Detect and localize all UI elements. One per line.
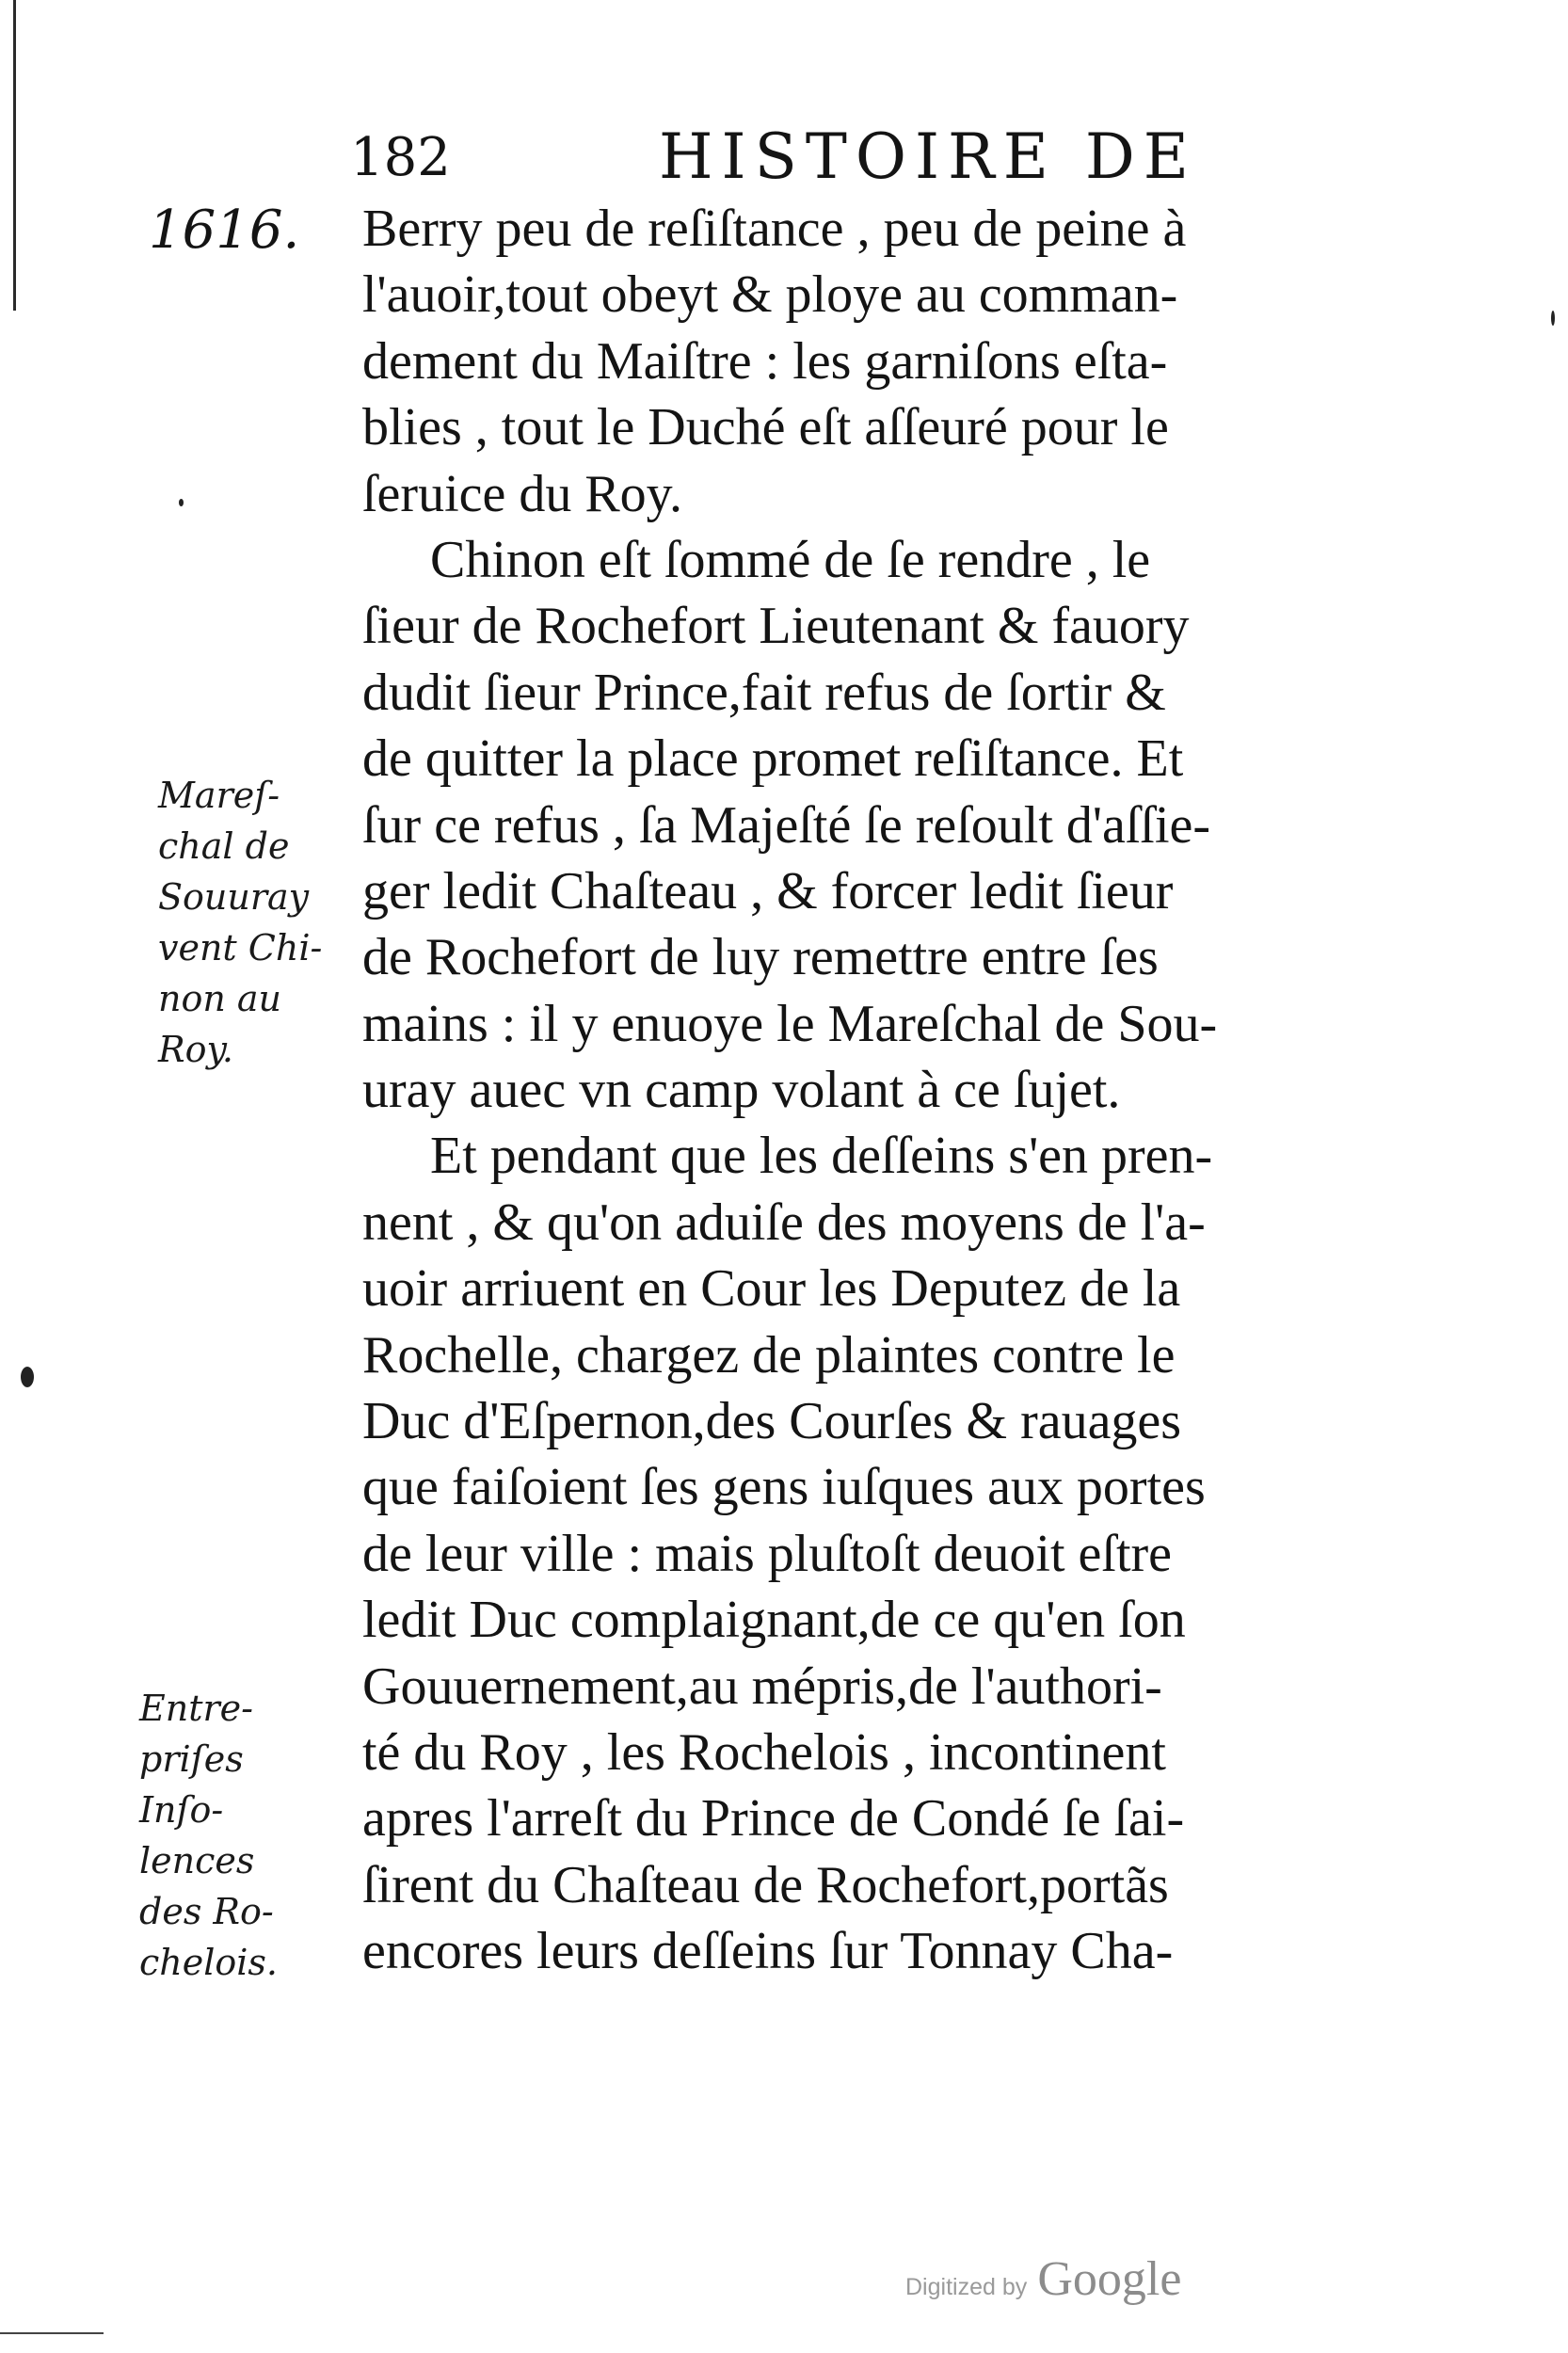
text-line-paragraph-start: Chinon eſt ſommé de ſe rendre , le	[430, 530, 1151, 589]
text-line: de quitter la place promet reſiſtance. Et	[362, 729, 1184, 789]
digitization-watermark	[905, 2251, 1181, 2307]
text-line: ſirent du Chaſteau de Rochefort,portãs	[362, 1855, 1169, 1914]
margin-note-rochelois	[139, 1683, 278, 1988]
margin-note-line: des Ro-	[139, 1891, 274, 1932]
margin-note-line: Souuray	[158, 876, 310, 918]
text-line: encores leurs deſſeins ſur Tonnay Cha-	[362, 1922, 1174, 1981]
binding-edge-mark	[13, 0, 16, 311]
margin-note-line: chal de	[158, 825, 290, 867]
margin-note-marechal	[158, 770, 322, 1075]
page-number: 182	[350, 127, 451, 188]
text-line: que faiſoient ſes gens iuſques aux portes	[362, 1458, 1206, 1517]
text-line: uray auec vn camp volant à ce ſujet.	[362, 1061, 1121, 1120]
text-line: ſur ce refus , ſa Majeſté ſe reſoult d'aſſie-	[362, 795, 1211, 855]
text-line: dudit ſieur Prince,fait refus de ſortir &	[362, 663, 1166, 722]
margin-note-line: non au	[158, 978, 282, 1019]
text-line: ger ledit Chaſteau , & forcer ledit ſieur	[362, 861, 1174, 920]
margin-note-line: priſes	[139, 1738, 244, 1780]
text-line: blies , tout le Duché eſt aſſeuré pour le	[362, 398, 1169, 457]
text-line: de leur ville : mais pluſtoſt deuoit eſtre	[362, 1524, 1173, 1583]
margin-note-line: Mareſ-	[158, 775, 280, 816]
text-line: dement du Maiſtre : les garniſons eſta-	[362, 331, 1168, 391]
ink-blot	[21, 1367, 34, 1387]
margin-year: 1616.	[149, 200, 300, 261]
text-line: Rochelle, chargez de plaintes contre le	[362, 1325, 1176, 1385]
ink-speck	[179, 499, 184, 506]
text-line: uoir arriuent en Cour les Deputez de la	[362, 1259, 1181, 1319]
google-logo: Google	[1037, 2252, 1182, 2306]
text-line: ſieur de Rochefort Lieutenant & fauory	[362, 597, 1190, 656]
text-line: Duc d'Eſpernon,des Courſes & rauages	[362, 1392, 1182, 1451]
ink-speck	[1551, 311, 1555, 326]
text-line-paragraph-start: Et pendant que les deſſeins s'en pren-	[430, 1127, 1213, 1186]
text-line: mains : il y enuoye le Mareſchal de Sou-	[362, 994, 1218, 1053]
text-line: Gouuernement,au mépris,de l'authori-	[362, 1657, 1162, 1716]
margin-note-line: Roy.	[158, 1029, 233, 1070]
margin-note-line: Entre-	[139, 1688, 253, 1729]
margin-note-line: vent Chi-	[158, 927, 323, 968]
text-line: apres l'arreſt du Prince de Condé ſe ſai-	[362, 1789, 1185, 1849]
text-line: ledit Duc complaignant,de ce qu'en ſon	[362, 1591, 1186, 1650]
margin-note-line: lences	[139, 1840, 255, 1881]
margin-note-line: chelois.	[139, 1942, 279, 1983]
margin-note-line: Inſo-	[139, 1789, 224, 1831]
text-line: nent , & qu'on aduiſe des moyens de l'a-	[362, 1193, 1206, 1252]
text-line: té du Roy , les Rochelois , incontinent	[362, 1722, 1166, 1782]
scan-edge-line	[0, 2332, 104, 2334]
running-title: HISTOIRE DE	[659, 120, 1197, 193]
text-line: l'auoir,tout obeyt & ploye au comman-	[362, 265, 1178, 325]
body-text	[362, 196, 1398, 1985]
text-line: de Rochefort de luy remettre entre ſes	[362, 928, 1159, 987]
text-line: Berry peu de reſiſtance , peu de peine à	[362, 200, 1187, 258]
text-line: ſeruice du Roy.	[362, 464, 683, 523]
digitized-label: Digitized by	[905, 2274, 1028, 2300]
